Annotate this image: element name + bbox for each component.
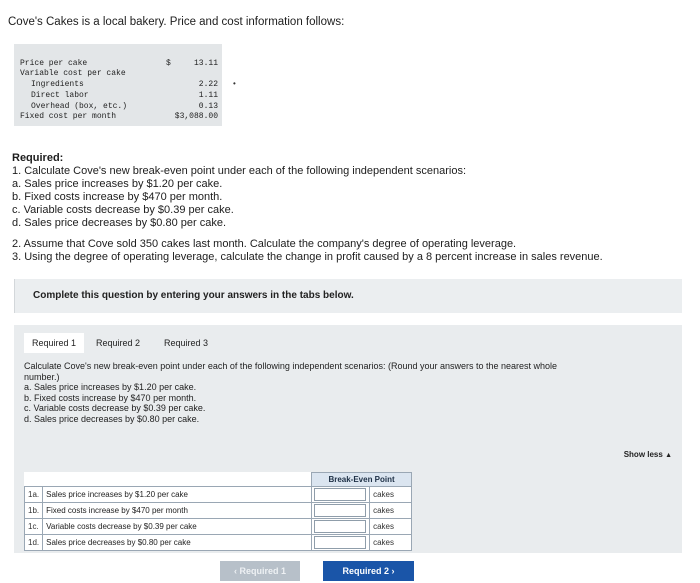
overhead-label: Overhead (box, etc.) [31,102,128,111]
tab-scenario-c: c. Variable costs decrease by $0.39 per cake. [24,403,206,414]
tab-required-1[interactable]: Required 1 [24,333,84,353]
row-number: 1d. [25,535,43,551]
row-description: Sales price increases by $1.20 per cake [43,487,312,503]
ingredients-value: 2.22 [198,80,218,89]
price-cost-table [14,44,222,126]
break-even-input-1c[interactable] [314,520,366,533]
tab-instruction: Calculate Cove's new break-even point under each of the following independent scenarios: (Round your answers to the nearest whole number.) [24,361,558,382]
required-section [12,152,466,230]
overhead-value: 0.13 [198,102,218,111]
required-title: Required: [12,152,64,164]
chevron-right-icon: › [391,566,395,576]
fixed-cost-label: Fixed cost per month [20,112,117,121]
price-value: 13.11 [193,59,218,68]
prev-required-button[interactable] [220,561,300,581]
stray-dot: • [233,79,236,88]
scenario-b: b. Fixed costs increase by $470 per month. [12,191,223,203]
break-even-header: Break-Even Point [312,473,412,487]
table-row [25,487,412,503]
direct-labor-value: 1.11 [198,91,218,100]
row-description: Fixed costs increase by $470 per month [43,503,312,519]
next-button-label: Required 2 [342,566,389,576]
next-required-button[interactable] [323,561,414,581]
row-unit: cakes [370,535,412,551]
price-label: Price per cake [20,59,88,68]
show-less-link[interactable] [624,450,672,459]
chevron-left-icon: ‹ [233,566,237,576]
table-row [25,519,412,535]
direct-labor-label: Direct labor [31,91,89,100]
row-description: Variable costs decrease by $0.39 per cake [43,519,312,535]
row-unit: cakes [370,503,412,519]
tab-scenario-a: a. Sales price increases by $1.20 per cake. [24,382,197,393]
price-currency: $ [166,59,171,68]
scenario-d: d. Sales price decreases by $0.80 per cake. [12,217,227,229]
row-number: 1c. [25,519,43,535]
tab-scenario-b: b. Fixed costs increase by $470 per month. [24,392,197,403]
table-row [25,503,412,519]
row-description: Sales price decreases by $0.80 per cake [43,535,312,551]
break-even-input-1a[interactable] [314,488,366,501]
triangle-up-icon: ▲ [665,452,672,459]
variable-cost-label: Variable cost per cake [20,69,126,78]
row-number: 1b. [25,503,43,519]
tab-content [24,361,676,425]
scenario-a: a. Sales price increases by $1.20 per cake. [12,178,223,190]
break-even-input-1b[interactable] [314,504,366,517]
break-even-table [24,472,412,551]
row-number: 1a. [25,487,43,503]
show-less-label: Show less [623,450,663,459]
ingredients-label: Ingredients [31,80,84,89]
tab-required-2[interactable]: Required 2 [95,338,141,348]
questions-2-3 [12,238,603,264]
table-row [25,535,412,551]
question-1: 1. Calculate Cove's new break-even point under each of the following independent scenarios: [12,165,466,177]
row-unit: cakes [370,519,412,535]
prev-button-label: Required 1 [239,566,287,576]
complete-prompt-box [14,279,682,313]
tab-required-3[interactable]: Required 3 [163,338,209,348]
break-even-input-1d[interactable] [314,536,366,549]
fixed-cost-value: $3,088.00 [174,112,218,121]
intro-text: Cove's Cakes is a local bakery. Price and cost information follows: [8,16,345,28]
scenario-c: c. Variable costs decrease by $0.39 per cake. [12,204,234,216]
row-unit: cakes [370,487,412,503]
question-3: 3. Using the degree of operating leverage, calculate the change in profit caused by a 8 percent increase in sales revenue. [12,251,603,263]
question-2: 2. Assume that Cove sold 350 cakes last month. Calculate the company's degree of operating leverage. [12,238,517,250]
tab-scenario-d: d. Sales price decreases by $0.80 per cake. [24,413,200,424]
table-header-row [25,473,412,487]
complete-prompt: Complete this question by entering your answers in the tabs below. [33,290,354,301]
